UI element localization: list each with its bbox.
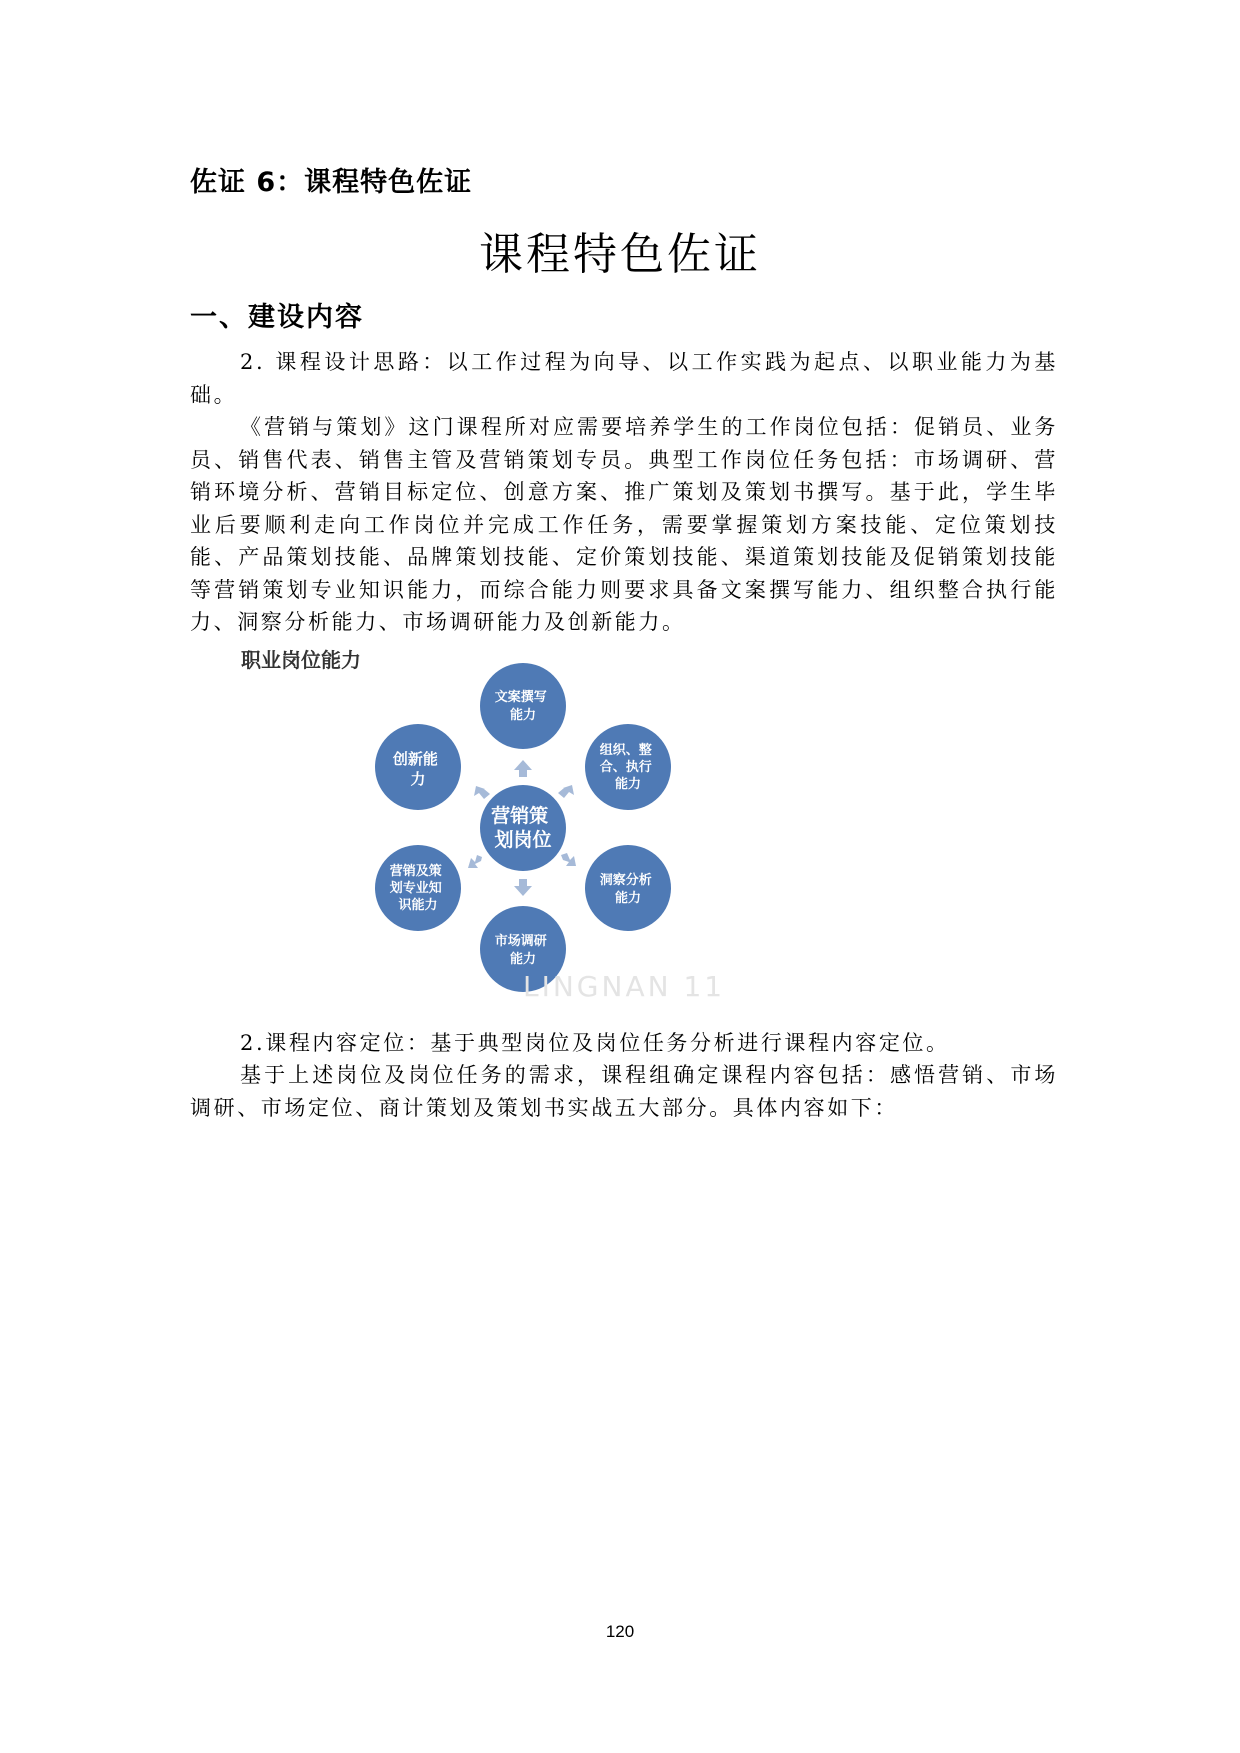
paragraph-design-idea: 2. 课程设计思路：以工作过程为向导、以工作实践为起点、以职业能力为基础。 — [190, 350, 1058, 407]
node-center-label: 营销策 划岗位 — [491, 805, 552, 851]
paragraph-content-parts: 基于上述岗位及岗位任务的需求，课程组确定课程内容包括：感悟营销、市场调研、市场定位、商计策划及策划书实战五大部分。具体内容如下： — [190, 1063, 1058, 1120]
node-center — [480, 785, 566, 871]
node-top-right-label: 组织、整 合、执行 能力 — [599, 743, 652, 792]
paragraph-course-positions: 《营销与策划》这门课程所对应需要培养学生的工作岗位包括：促销员、业务员、销售代表、销售主管及营销策划专员。典型工作岗位任务包括：市场调研、营销环境分析、营销目标定位、创意方案、推广策划及策划书撰写。基于此，学生毕业后要顺利走向工作岗位并完成工作任务，需要掌握策划方案技能、定位策划技能、产品策划技能、品牌策划技能、定价策划技能、渠道策划技能及促销策划技能等营销策划专业知识能力，而综合能力则要求具备文案撰写能力、组织整合执行能力、洞察分析能力、市场调研能力及创新能力。 — [190, 415, 1058, 634]
page-number: 120 — [605, 1622, 635, 1641]
evidence-title: 佐证 6：课程特色佐证 — [190, 167, 473, 198]
diagram-label: 职业岗位能力 — [241, 648, 361, 672]
node-bottom-right-label: 洞察分析 能力 — [599, 873, 652, 906]
diagram-watermark: LINGNAN 11 — [523, 970, 726, 1003]
arrow-up-icon — [514, 760, 532, 777]
node-top — [480, 663, 566, 749]
node-top-label: 文案撰写 能力 — [494, 690, 547, 723]
page-title: 课程特色佐证 — [479, 229, 761, 280]
node-bottom-right — [585, 845, 671, 931]
arrow-up-right-icon — [558, 785, 574, 798]
arrow-down-icon — [514, 879, 532, 896]
ability-diagram — [350, 650, 690, 1008]
arrow-down-left-icon — [468, 855, 482, 868]
paragraph-content-positioning: 2.课程内容定位：基于典型岗位及岗位任务分析进行课程内容定位。 — [240, 1031, 950, 1055]
node-bottom-label: 市场调研 能力 — [494, 934, 547, 967]
section-heading: 一、建设内容 — [190, 302, 364, 333]
node-top-left-label: 创新能 力 — [392, 750, 438, 788]
node-bottom-left-label: 营销及策 划专业知 识能力 — [389, 864, 442, 913]
arrow-down-right-icon — [561, 853, 576, 866]
arrow-up-left-icon — [474, 786, 490, 799]
